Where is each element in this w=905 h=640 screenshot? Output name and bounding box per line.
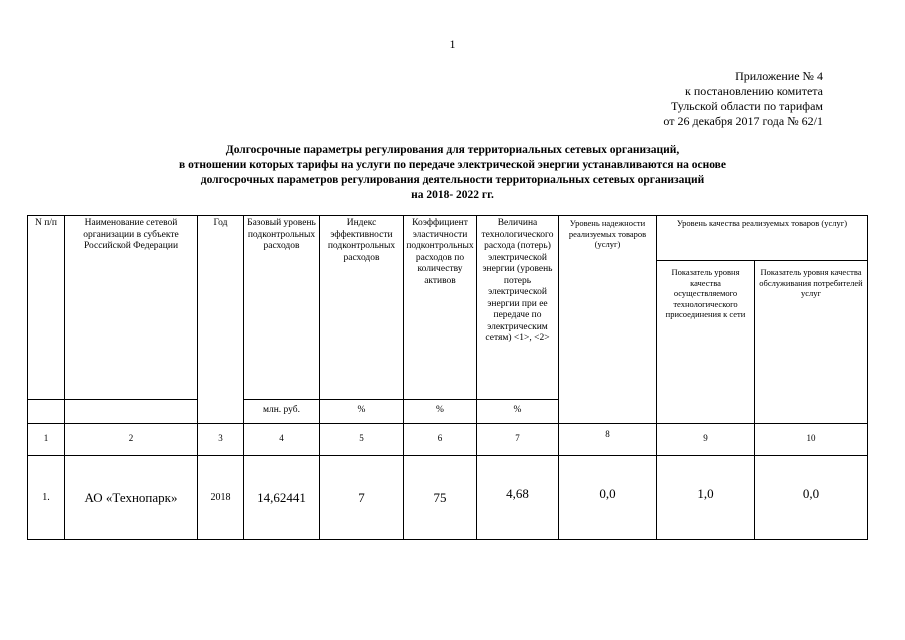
appendix-line: от 26 декабря 2017 года № 62/1	[663, 114, 823, 128]
header-losses: Величина технологического расхода (потерь) электрической энергии (уровень потерь электрической энергии при ее передаче по электрическим сетям) <1>, <2>	[477, 216, 559, 400]
cell-elasticity: 75	[404, 455, 477, 539]
title-line: долгосрочных параметров регулирования деятельности территориальных сетевых организаций	[200, 174, 705, 186]
column-number-text: 8	[605, 429, 610, 440]
header-reliability: Уровень надежности реализуемых товаров (услуг)	[559, 216, 657, 424]
cell-org-name: АО «Технопарк»	[65, 455, 198, 539]
parameters-table	[27, 215, 868, 540]
column-number: 10	[755, 423, 868, 455]
cell-quality-service-text: 0,0	[802, 485, 820, 501]
cell-losses	[477, 455, 559, 539]
header-quality-group: Уровень качества реализуемых товаров (услуг)	[657, 216, 868, 261]
appendix-block	[663, 69, 823, 129]
header-quality-service: Показатель уровня качества обслуживания потребителей услуг	[755, 261, 868, 423]
header-year: Год	[198, 216, 244, 424]
cell-efficiency-index: 7	[320, 455, 404, 539]
cell-quality-connection-text: 1,0	[697, 485, 714, 501]
column-number: 2	[65, 423, 198, 455]
appendix-line: к постановлению комитета	[685, 84, 823, 98]
cell-reliability	[559, 455, 657, 539]
column-number	[559, 423, 657, 455]
unit-empty	[28, 399, 65, 423]
cell-quality-connection	[657, 455, 755, 539]
cell-year: 2018	[198, 455, 244, 539]
header-elasticity: Коэффициент эластичности подконтрольных расходов по количеству активов	[404, 216, 477, 400]
unit-base-level: млн. руб.	[244, 399, 320, 423]
title-line: в отношении которых тарифы на услуги по передаче электрической энергии устанавливаются на основе	[179, 159, 726, 171]
header-org-name: Наименование сетевой организации в субъекте Российской Федерации	[65, 216, 198, 400]
column-number: 4	[244, 423, 320, 455]
header-efficiency-index: Индекс эффективности подконтрольных расходов	[320, 216, 404, 400]
column-number: 3	[198, 423, 244, 455]
page-number: 1	[449, 37, 456, 51]
title-line: Долгосрочные параметры регулирования для территориальных сетевых организаций,	[225, 144, 680, 156]
column-number: 6	[404, 423, 477, 455]
column-number: 1	[28, 423, 65, 455]
cell-losses-text: 4,68	[506, 485, 529, 501]
appendix-line: Тульской области по тарифам	[670, 99, 823, 113]
unit-efficiency-index: %	[320, 399, 404, 423]
title-line: на 2018- 2022 гг.	[411, 189, 494, 201]
document-title	[0, 143, 905, 203]
cell-num: 1.	[28, 455, 65, 539]
header-quality-connection: Показатель уровня качества осуществляемого технологического присоединения к сети	[657, 261, 755, 423]
table-row	[28, 455, 868, 539]
cell-reliability-text: 0,0	[599, 485, 616, 501]
header-num: N п/п	[28, 216, 65, 400]
appendix-line: Приложение № 4	[735, 69, 823, 83]
column-number: 7	[477, 423, 559, 455]
column-number: 9	[657, 423, 755, 455]
column-number: 5	[320, 423, 404, 455]
unit-empty	[65, 399, 198, 423]
unit-losses: %	[477, 399, 559, 423]
cell-quality-service	[755, 455, 868, 539]
header-base-level: Базовый уровень подконтрольных расходов	[244, 216, 320, 400]
unit-elasticity: %	[404, 399, 477, 423]
cell-base-level: 14,62441	[244, 455, 320, 539]
